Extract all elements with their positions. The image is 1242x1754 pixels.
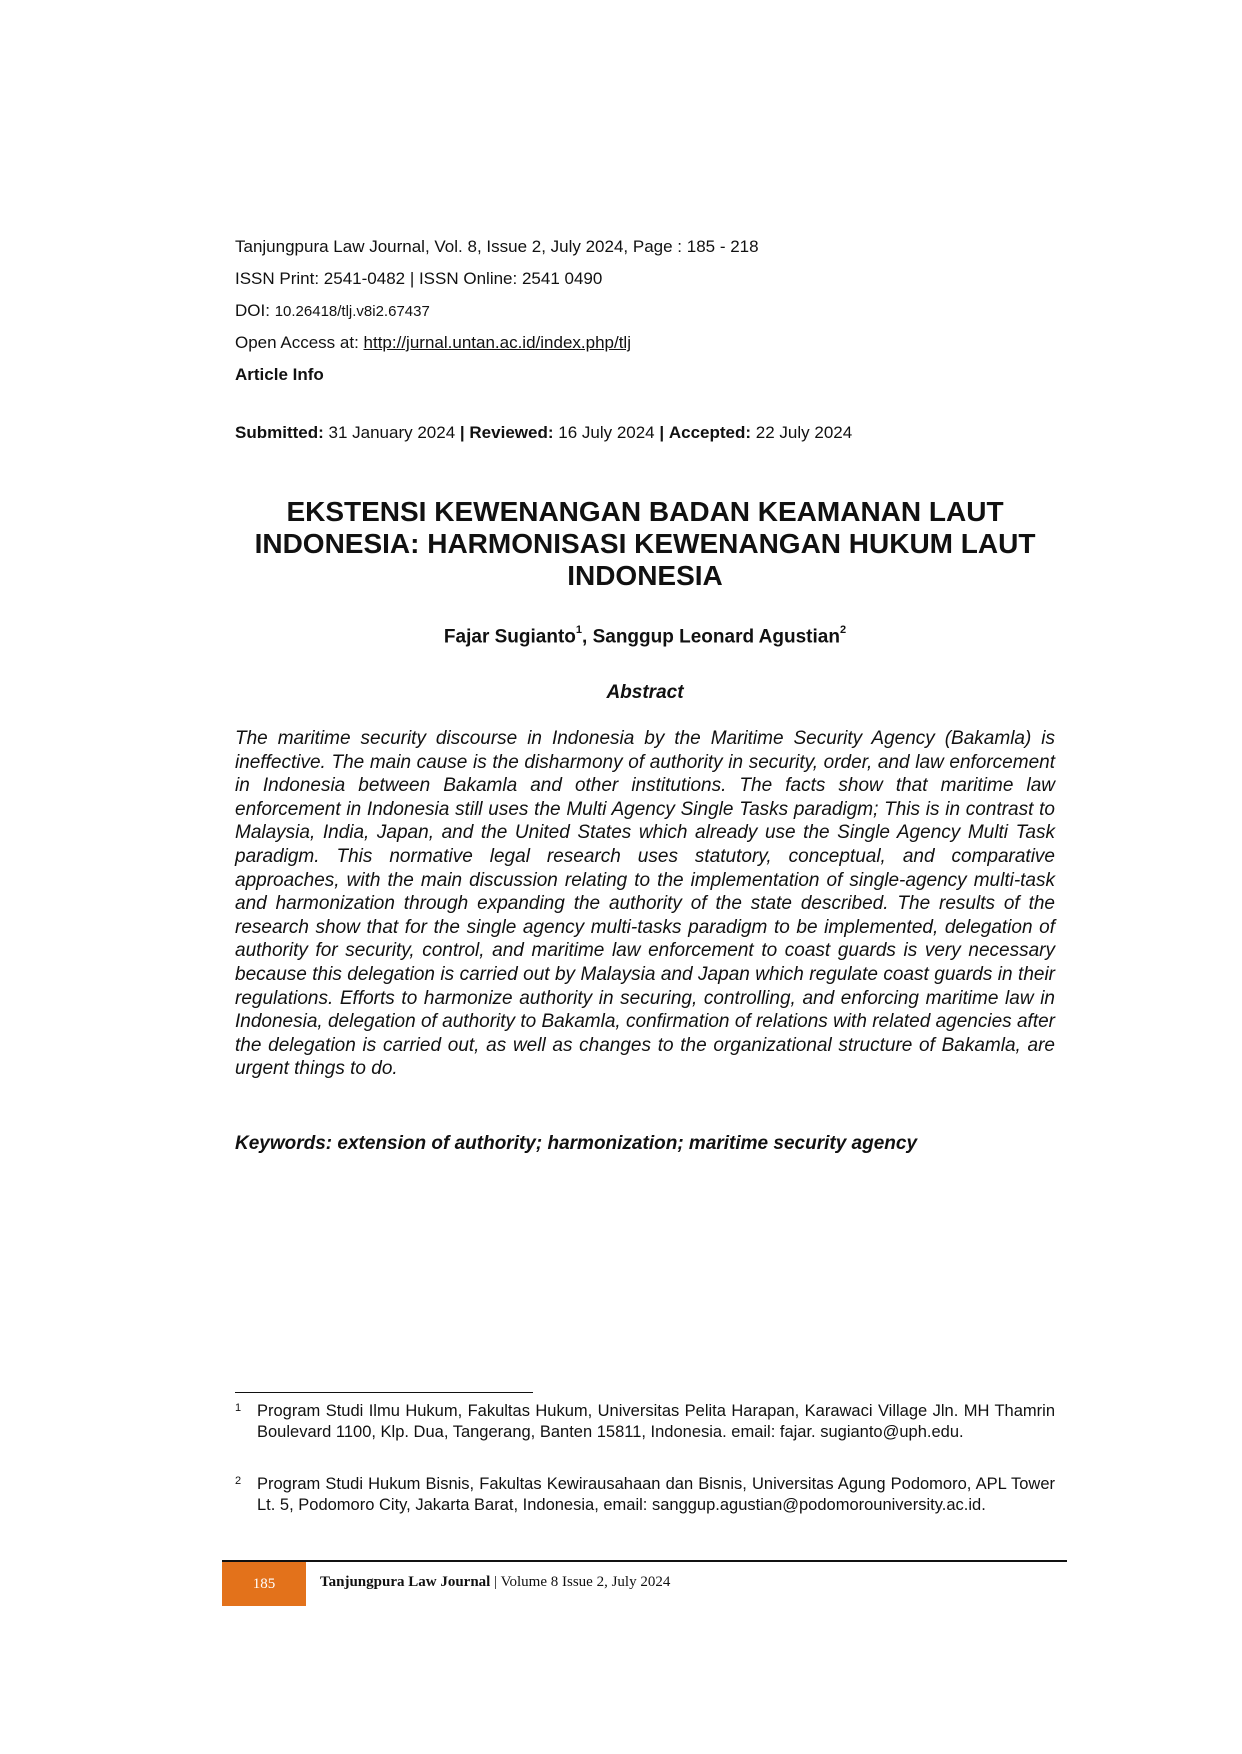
accepted-label: Accepted: (668, 423, 752, 442)
abstract-body: The maritime security discourse in Indonesia by the Maritime Security Agency (Bakamla) is ineffective. The main cause is the disharmony of authority in security, order, and law enforcement in Indonesia between Bakamla and other institutions. The facts show that maritime law enforcement in Indonesia still uses the Multi Agency Single Tasks paradigm; This is in contrast to Malaysia, India, Japan, and the United States which already use the Single Agency Multi Task paradigm. This normative legal research uses statutory, conceptual, and comparative approaches, with the main discussion relating to the implementation of single-agency multi-task and harmonization through expanding the authority of the state described. The results of the research show that for the single agency multi-tasks paradigm to be implemented, delegation of authority for security, control, and maritime law enforcement to coast guards is very necessary because this delegation is carried out by Malaysia and Japan which regulate coast guards in their regulations. Efforts to harmonize authority in securing, controlling, and enforcing maritime law in Indonesia, delegation of authority to Bakamla, confirmation of relations with related agencies after the delegation is carried out, as well as changes to the organizational structure of Bakamla, are urgent things to do. (235, 728, 1055, 1080)
article-info-heading (235, 365, 324, 385)
dates-line (235, 423, 852, 443)
page-number: 185 (252, 1575, 276, 1592)
journal-citation-text: Tanjungpura Law Journal, Vol. 8, Issue 2, July 2024, Page : 185 - 218 (235, 237, 759, 256)
footer-separator: | (494, 1574, 498, 1590)
open-access-link[interactable]: http://jurnal.untan.ac.id/index.php/tlj (363, 333, 631, 352)
reviewed-label: Reviewed: (469, 423, 554, 442)
page-number-badge (222, 1562, 306, 1606)
open-access-line (235, 333, 631, 353)
authors-line (235, 626, 1055, 648)
doi-label: DOI: (235, 301, 270, 320)
footer-journal-name: Tanjungpura Law Journal (320, 1574, 491, 1590)
open-access-label: Open Access at: (235, 333, 359, 352)
footnote-2-text: Program Studi Hukum Bisnis, Fakultas Kewirausahaan dan Bisnis, Universitas Agung Podomoro, APL Tower Lt. 5, Podomoro City, Jakarta Barat, Indonesia, email: sanggup.agustian@podomorouniversity.ac.id. (257, 1475, 1055, 1514)
footnote-1-text: Program Studi Ilmu Hukum, Fakultas Hukum, Universitas Pelita Harapan, Karawaci Village Jln. MH Thamrin Boulevard 1100, Klp. Dua, Tangerang, Banten 15811, Indonesia. email: fajar. sugianto@uph.edu. (257, 1402, 1055, 1441)
footnote-1-number: 1 (235, 1402, 242, 1414)
author-1-footnote-ref[interactable]: 1 (575, 624, 583, 636)
footnote-1 (235, 1401, 1055, 1443)
title-line-2: INDONESIA: HARMONISASI KEWENANGAN HUKUM LAUT (254, 528, 1036, 559)
accepted-value: 22 July 2024 (755, 423, 853, 442)
author-2-footnote-ref[interactable]: 2 (839, 624, 847, 636)
author-2-name: Sanggup Leonard Agustian (592, 626, 840, 648)
dates-separator: | (459, 423, 465, 442)
journal-citation (235, 237, 759, 257)
issn-line (235, 269, 602, 289)
doi-line (235, 301, 430, 322)
reviewed-value: 16 July 2024 (558, 423, 655, 442)
authors-separator: , (582, 626, 593, 648)
article-title (235, 496, 1055, 592)
footnote-divider (235, 1392, 533, 1393)
footer-divider (222, 1560, 1067, 1562)
submitted-label: Submitted: (235, 423, 324, 442)
footnote-2-number: 2 (235, 1475, 242, 1487)
keywords-line: Keywords: extension of authority; harmonization; maritime security agency (235, 1133, 918, 1154)
submitted-value: 31 January 2024 (328, 423, 456, 442)
title-line-1: EKSTENSI KEWENANGAN BADAN KEAMANAN LAUT (286, 496, 1004, 527)
article-info-label: Article Info (235, 365, 324, 384)
doi-value: 10.26418/tlj.v8i2.67437 (274, 303, 430, 320)
issn-text: ISSN Print: 2541-0482 | ISSN Online: 2541 0490 (235, 269, 603, 288)
footer-journal (320, 1574, 670, 1591)
footnote-2 (235, 1474, 1055, 1516)
abstract-heading: Abstract (606, 682, 684, 703)
dates-separator: | (659, 423, 665, 442)
title-line-3: INDONESIA (567, 560, 723, 591)
author-1-name: Fajar Sugianto (443, 626, 576, 648)
footer-issue: Volume 8 Issue 2, July 2024 (500, 1574, 671, 1590)
